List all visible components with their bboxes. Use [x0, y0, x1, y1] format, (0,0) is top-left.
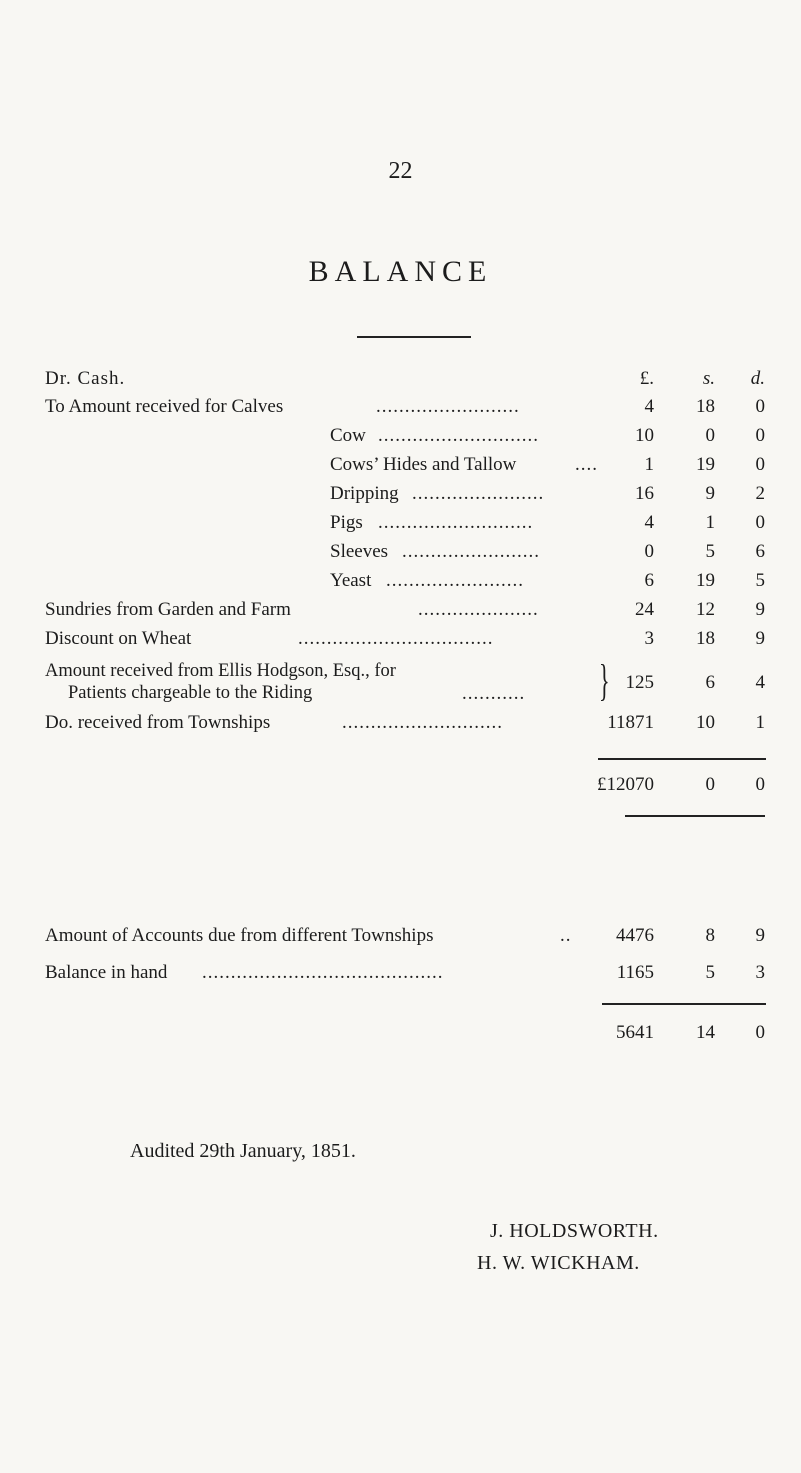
entry-label-continued: Patients chargeable to the Riding	[68, 683, 313, 703]
entry-shillings: 9	[705, 483, 715, 504]
entry-label: Dripping	[330, 483, 399, 504]
account-pence: 3	[755, 962, 765, 983]
leader-dots: ........................	[402, 541, 540, 562]
title-divider	[357, 336, 471, 338]
brace-icon: }	[599, 656, 610, 705]
entry-label: Discount on Wheat	[45, 628, 192, 649]
account-pounds: 1165	[616, 962, 654, 983]
total-pounds: £12070	[597, 774, 654, 795]
leader-dots: ..	[560, 925, 572, 946]
entry-pence: 5	[755, 570, 765, 591]
pounds-header: £.	[639, 368, 654, 389]
leader-dots: ..................................	[298, 628, 494, 649]
entry-pounds: 4	[644, 396, 654, 417]
accounts-total-pounds: 5641	[616, 1022, 654, 1043]
entry-label: Pigs	[330, 512, 363, 533]
entry-pence: 0	[755, 454, 765, 475]
entry-pence: 0	[755, 396, 765, 417]
entry-shillings: 6	[705, 672, 715, 693]
entry-label: Sleeves	[330, 541, 389, 562]
entry-pounds: 0	[644, 541, 654, 562]
accounts-total-rule	[602, 1003, 766, 1005]
entry-pounds: 4	[644, 512, 654, 533]
accounts-total-shillings: 14	[696, 1022, 715, 1043]
leader-dots: ........................	[386, 570, 524, 591]
entry-pence: 6	[755, 541, 765, 562]
entry-shillings: 19	[696, 570, 715, 591]
leader-dots: .....................	[418, 599, 539, 620]
entry-label: Do. received from Townships	[45, 712, 271, 733]
leader-dots: .......................	[412, 483, 545, 504]
total-underline	[625, 815, 765, 817]
account-shillings: 8	[705, 925, 715, 946]
entry-pounds: 10	[635, 425, 654, 446]
entry-shillings: 19	[696, 454, 715, 475]
entry-shillings: 18	[696, 396, 715, 417]
entry-label: Cows’ Hides and Tallow	[330, 454, 517, 475]
total-shillings: 0	[705, 774, 715, 795]
entry-label: Cow	[330, 425, 366, 446]
pence-header: d.	[750, 368, 765, 389]
entry-label: To Amount received for Calves	[45, 396, 284, 417]
account-shillings: 5	[705, 962, 715, 983]
account-label: Amount of Accounts due from different Townships	[45, 925, 434, 946]
leader-dots: ............................	[378, 425, 539, 446]
entry-shillings: 18	[696, 628, 715, 649]
entry-pence: 0	[755, 512, 765, 533]
audit-line: Audited 29th January, 1851.	[130, 1140, 356, 1162]
leader-dots: ...........................	[378, 512, 534, 533]
entry-pence: 0	[755, 425, 765, 446]
leader-dots: ....	[575, 454, 598, 475]
leader-dots: ............................	[342, 712, 503, 733]
entry-pounds: 24	[635, 599, 654, 620]
entry-shillings: 1	[705, 512, 715, 533]
entry-pounds: 125	[625, 672, 654, 693]
leader-dots: ...........	[462, 683, 526, 704]
entry-pounds: 6	[644, 570, 654, 591]
signatory-wickham: H. W. WICKHAM.	[477, 1252, 640, 1274]
entry-pence: 1	[755, 712, 765, 733]
entry-pence: 2	[755, 483, 765, 504]
leader-dots: ..........................................	[202, 962, 444, 983]
signatory-holdsworth: J. HOLDSWORTH.	[490, 1220, 659, 1242]
leader-dots: .........................	[376, 396, 520, 417]
entry-label: Yeast	[330, 570, 372, 591]
entry-label: Sundries from Garden and Farm	[45, 599, 291, 620]
account-pence: 9	[755, 925, 765, 946]
page-number: 22	[388, 158, 413, 184]
entry-shillings: 12	[696, 599, 715, 620]
entry-label: Amount received from Ellis Hodgson, Esq., for	[45, 661, 396, 681]
account-header: Dr. Cash.	[45, 368, 126, 389]
shillings-header: s.	[702, 368, 715, 389]
entry-pounds: 11871	[607, 712, 654, 733]
entry-pence: 9	[755, 628, 765, 649]
entry-shillings: 5	[705, 541, 715, 562]
total-rule	[598, 758, 766, 760]
entry-shillings: 0	[705, 425, 715, 446]
page-title: BALANCE	[308, 255, 493, 288]
entry-pounds: 16	[635, 483, 654, 504]
account-pounds: 4476	[616, 925, 654, 946]
accounts-total-pence: 0	[755, 1022, 765, 1043]
entry-shillings: 10	[696, 712, 715, 733]
entry-pence: 9	[755, 599, 765, 620]
total-pence: 0	[755, 774, 765, 795]
entry-pounds: 3	[644, 628, 654, 649]
entry-pence: 4	[755, 672, 765, 693]
entry-pounds: 1	[644, 454, 654, 475]
account-label: Balance in hand	[45, 962, 168, 983]
